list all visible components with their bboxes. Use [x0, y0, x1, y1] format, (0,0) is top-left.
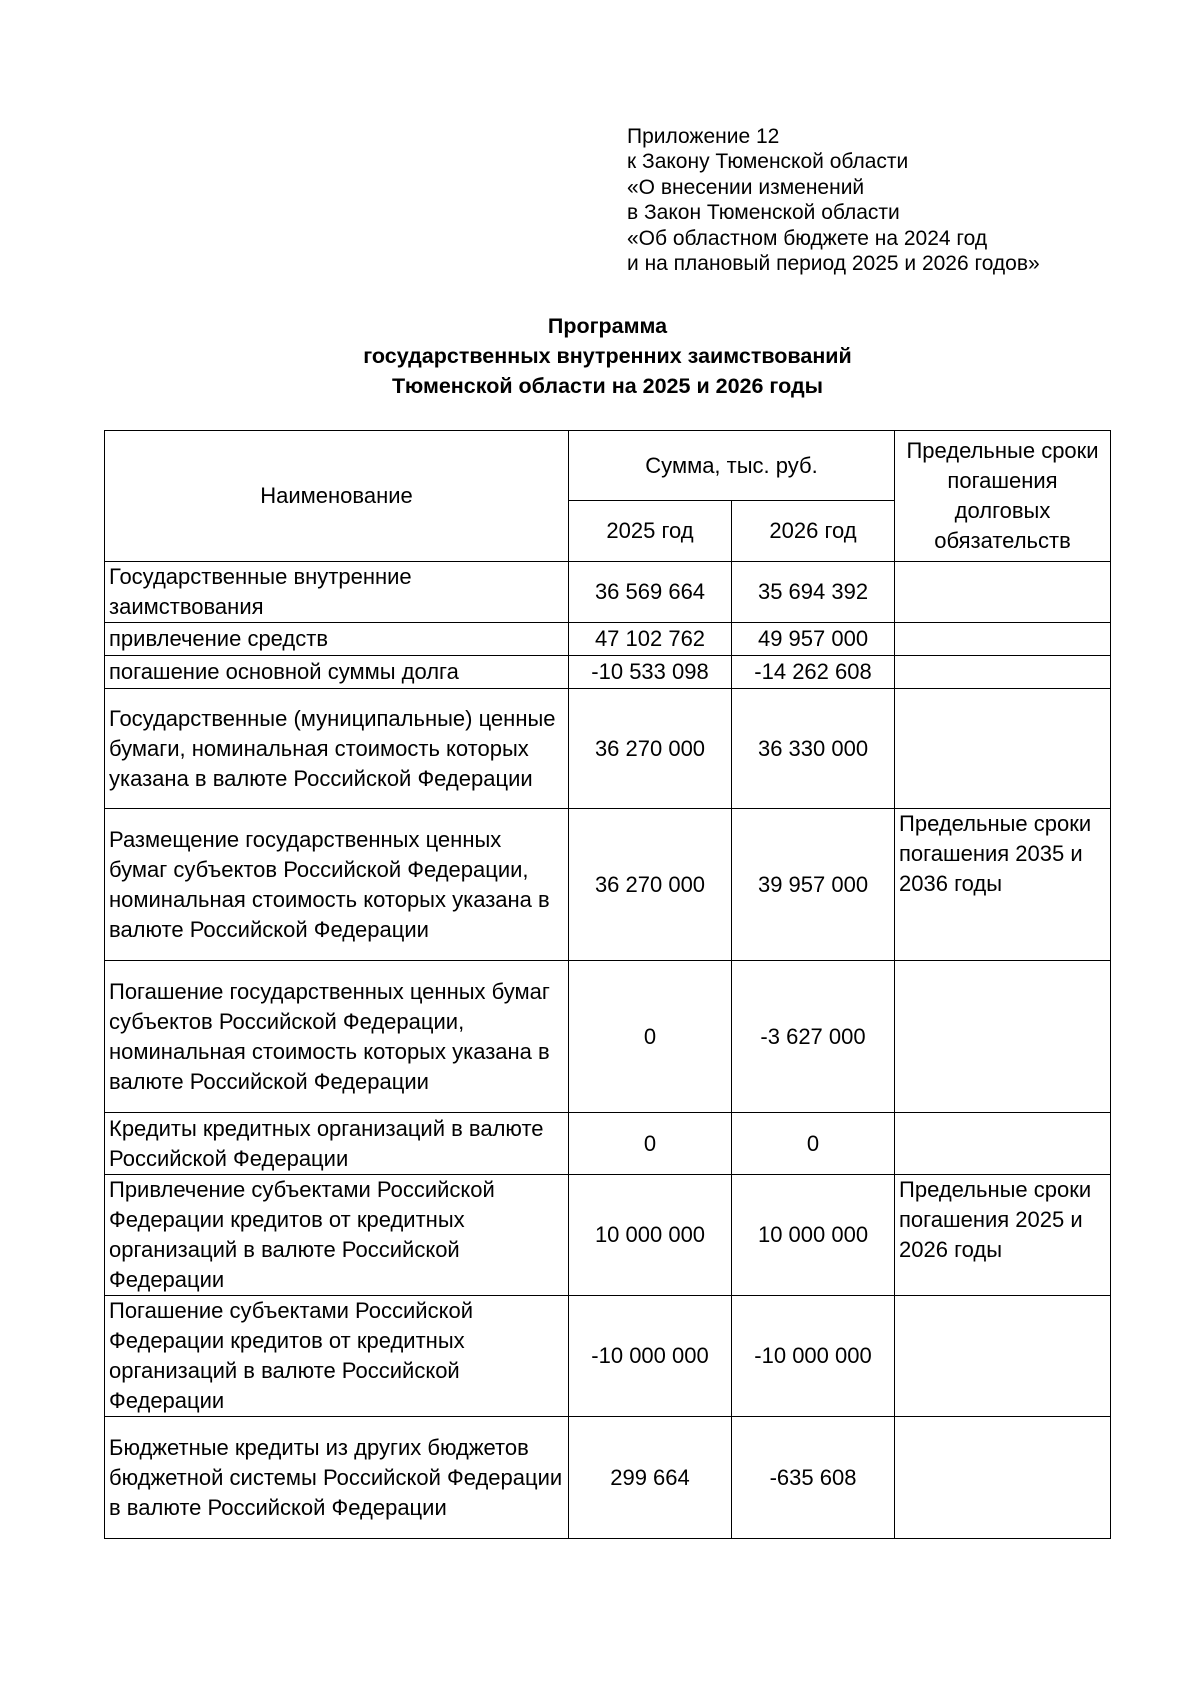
appendix-line: к Закону Тюменской области	[627, 150, 909, 174]
value-2025: 0	[569, 1113, 732, 1175]
row-name: Государственные (муниципальные) ценные бумаги, номинальная стоимость которых указана в валюте Российской Федерации	[105, 689, 569, 809]
repayment-terms: Предельные сроки погашения 2025 и 2026 годы	[895, 1175, 1111, 1296]
row-name: Размещение государственных ценных бумаг субъектов Российской Федерации, номинальная стоимость которых указана в валюте Российской Федерации	[105, 809, 569, 961]
appendix-line: Приложение 12	[627, 125, 780, 148]
row-name: Привлечение субъектами Российской Федерации кредитов от кредитных организаций в валюте Российской Федерации	[105, 1175, 569, 1296]
value-2026: -14 262 608	[732, 656, 895, 689]
title-line: государственных внутренних заимствований	[363, 344, 852, 368]
table-row	[105, 1417, 1111, 1539]
repayment-terms	[895, 689, 1111, 809]
value-2025: 36 569 664	[569, 562, 732, 623]
value-2025: 299 664	[569, 1417, 732, 1539]
value-2025: -10 533 098	[569, 656, 732, 689]
appendix-line: «О внесении изменений	[627, 175, 865, 199]
value-2026: 35 694 392	[732, 562, 895, 623]
value-2026: 49 957 000	[732, 623, 895, 656]
header-year-2025: 2025 год	[569, 501, 732, 562]
value-2026: 36 330 000	[732, 689, 895, 809]
document-title	[0, 311, 1200, 401]
table-row	[105, 961, 1111, 1113]
borrowing-program-table	[104, 430, 1111, 1539]
row-name: привлечение средств	[105, 623, 569, 656]
value-2026: -10 000 000	[732, 1296, 895, 1417]
appendix-line: и на плановый период 2025 и 2026 годов»	[627, 252, 1040, 276]
value-2025: 10 000 000	[569, 1175, 732, 1296]
value-2025: 36 270 000	[569, 809, 732, 961]
row-name: Государственные внутренние заимствования	[105, 562, 569, 623]
appendix-line: в Закон Тюменской области	[627, 201, 900, 225]
header-sum: Сумма, тыс. руб.	[569, 431, 895, 501]
header-terms: Предельные сроки погашения долговых обязательств	[895, 431, 1111, 562]
header-name: Наименование	[105, 431, 569, 562]
repayment-terms	[895, 656, 1111, 689]
value-2025: -10 000 000	[569, 1296, 732, 1417]
table-row	[105, 656, 1111, 689]
repayment-terms	[895, 1417, 1111, 1539]
title-line: Программа	[547, 314, 668, 338]
header-year-2026: 2026 год	[732, 501, 895, 562]
appendix-block	[627, 124, 1040, 276]
value-2026: 0	[732, 1113, 895, 1175]
row-name: Погашение субъектами Российской Федерации кредитов от кредитных организаций в валюте Российской Федерации	[105, 1296, 569, 1417]
value-2026: 10 000 000	[732, 1175, 895, 1296]
repayment-terms	[895, 1113, 1111, 1175]
value-2026: 39 957 000	[732, 809, 895, 961]
table-row	[105, 562, 1111, 623]
table-row	[105, 689, 1111, 809]
appendix-line: «Об областном бюджете на 2024 год	[627, 226, 988, 250]
value-2025: 36 270 000	[569, 689, 732, 809]
row-name: Кредиты кредитных организаций в валюте Российской Федерации	[105, 1113, 569, 1175]
value-2025: 47 102 762	[569, 623, 732, 656]
table-row	[105, 623, 1111, 656]
row-name: Бюджетные кредиты из других бюджетов бюджетной системы Российской Федерации в валюте Российской Федерации	[105, 1417, 569, 1539]
title-line: Тюменской области на 2025 и 2026 годы	[392, 374, 823, 398]
repayment-terms	[895, 1296, 1111, 1417]
repayment-terms	[895, 961, 1111, 1113]
value-2026: -3 627 000	[732, 961, 895, 1113]
table-row	[105, 1296, 1111, 1417]
table-row	[105, 809, 1111, 961]
repayment-terms: Предельные сроки погашения 2035 и 2036 годы	[895, 809, 1111, 961]
table-row	[105, 1113, 1111, 1175]
repayment-terms	[895, 623, 1111, 656]
row-name: Погашение государственных ценных бумаг субъектов Российской Федерации, номинальная стоимость которых указана в валюте Российской Федерации	[105, 961, 569, 1113]
value-2025: 0	[569, 961, 732, 1113]
table-row	[105, 1175, 1111, 1296]
value-2026: -635 608	[732, 1417, 895, 1539]
row-name: погашение основной суммы долга	[105, 656, 569, 689]
repayment-terms	[895, 562, 1111, 623]
